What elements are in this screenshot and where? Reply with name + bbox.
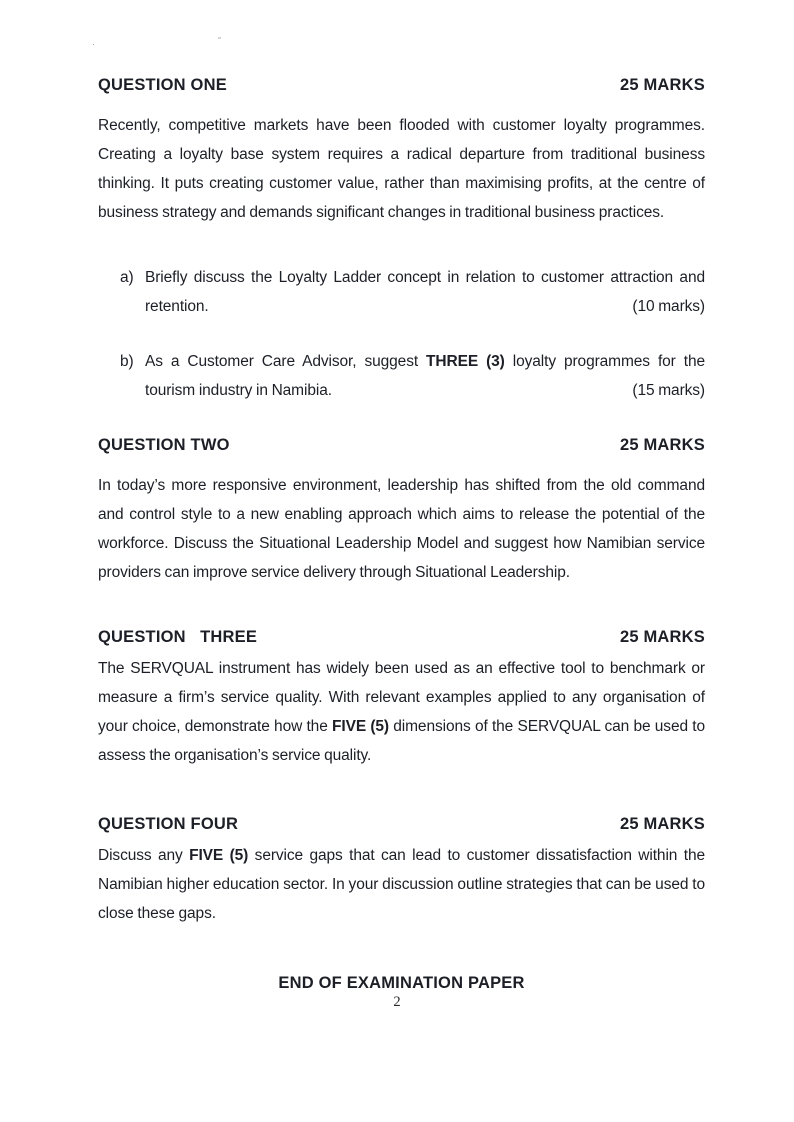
question-one-header [98, 76, 705, 95]
subquestion-b-marks: (15 marks) [632, 382, 705, 399]
question-four-title: QUESTION FOUR [98, 815, 239, 833]
question-two-title: QUESTION TWO [98, 436, 230, 454]
question-two-marks: 25 MARKS [619, 436, 705, 454]
question-four-text: Discuss any FIVE (5) service gaps that can lead to customer dissatisfaction within the Namibian higher education sector. In your discussion outline strategies that can be used to close these gaps. [98, 847, 705, 922]
question-one-title: QUESTION ONE [98, 76, 227, 94]
question-one-section [98, 76, 705, 405]
end-of-paper-note: END OF EXAMINATION PAPER [278, 974, 525, 992]
question-four-marks: 25 MARKS [619, 815, 705, 833]
subquestion-a-label: a) [120, 269, 134, 286]
page-number: 2 [393, 994, 401, 1010]
subquestion-b-text: As a Customer Care Advisor, suggest THREE (3) loyalty programmes for the tourism industry in Namibia. [145, 353, 705, 399]
question-one-marks: 25 MARKS [619, 76, 705, 94]
question-three-header [98, 628, 705, 647]
subquestion-b-body [145, 347, 705, 405]
subquestion-a-body [145, 263, 705, 321]
question-one-intro: Recently, competitive markets have been flooded with customer loyalty programmes. Creating a loyalty base system requires a radical departure from traditional business thinking. It puts creating customer value, rather than maximising profits, at the centre of business strategy and demands significant changes in traditional business practices. [98, 117, 705, 221]
subquestion-b [98, 347, 705, 405]
subquestion-a-text: Briefly discuss the Loyalty Ladder concept in relation to customer attraction and retention. [145, 269, 705, 315]
question-four-section [98, 815, 705, 928]
subquestion-a [98, 263, 705, 321]
subquestion-b-label: b) [120, 353, 134, 370]
scan-artifact: · [92, 39, 95, 49]
question-four-header [98, 815, 705, 834]
scan-artifact: ″ [218, 36, 221, 45]
question-three-title: QUESTION THREE [98, 628, 258, 646]
question-two-text: In today’s more responsive environment, leadership has shifted from the old command and control style to a new enabling approach which aims to release the potential of the workforce. Discuss the Situational Leadership Model and suggest how Namibian service providers can improve service delivery through Situational Leadership. [98, 477, 705, 581]
question-three-section [98, 628, 705, 770]
question-three-text: The SERVQUAL instrument has widely been used as an effective tool to benchmark or measure a firm’s service quality. With relevant examples applied to any organisation of your choice, demonstrate how the FIVE (5) dimensions of the SERVQUAL can be used to assess the organisation’s service quality. [98, 660, 706, 764]
question-two-section [98, 436, 705, 587]
question-three-marks: 25 MARKS [619, 628, 705, 646]
question-two-header [98, 436, 705, 455]
subquestion-a-marks: (10 marks) [632, 298, 705, 315]
